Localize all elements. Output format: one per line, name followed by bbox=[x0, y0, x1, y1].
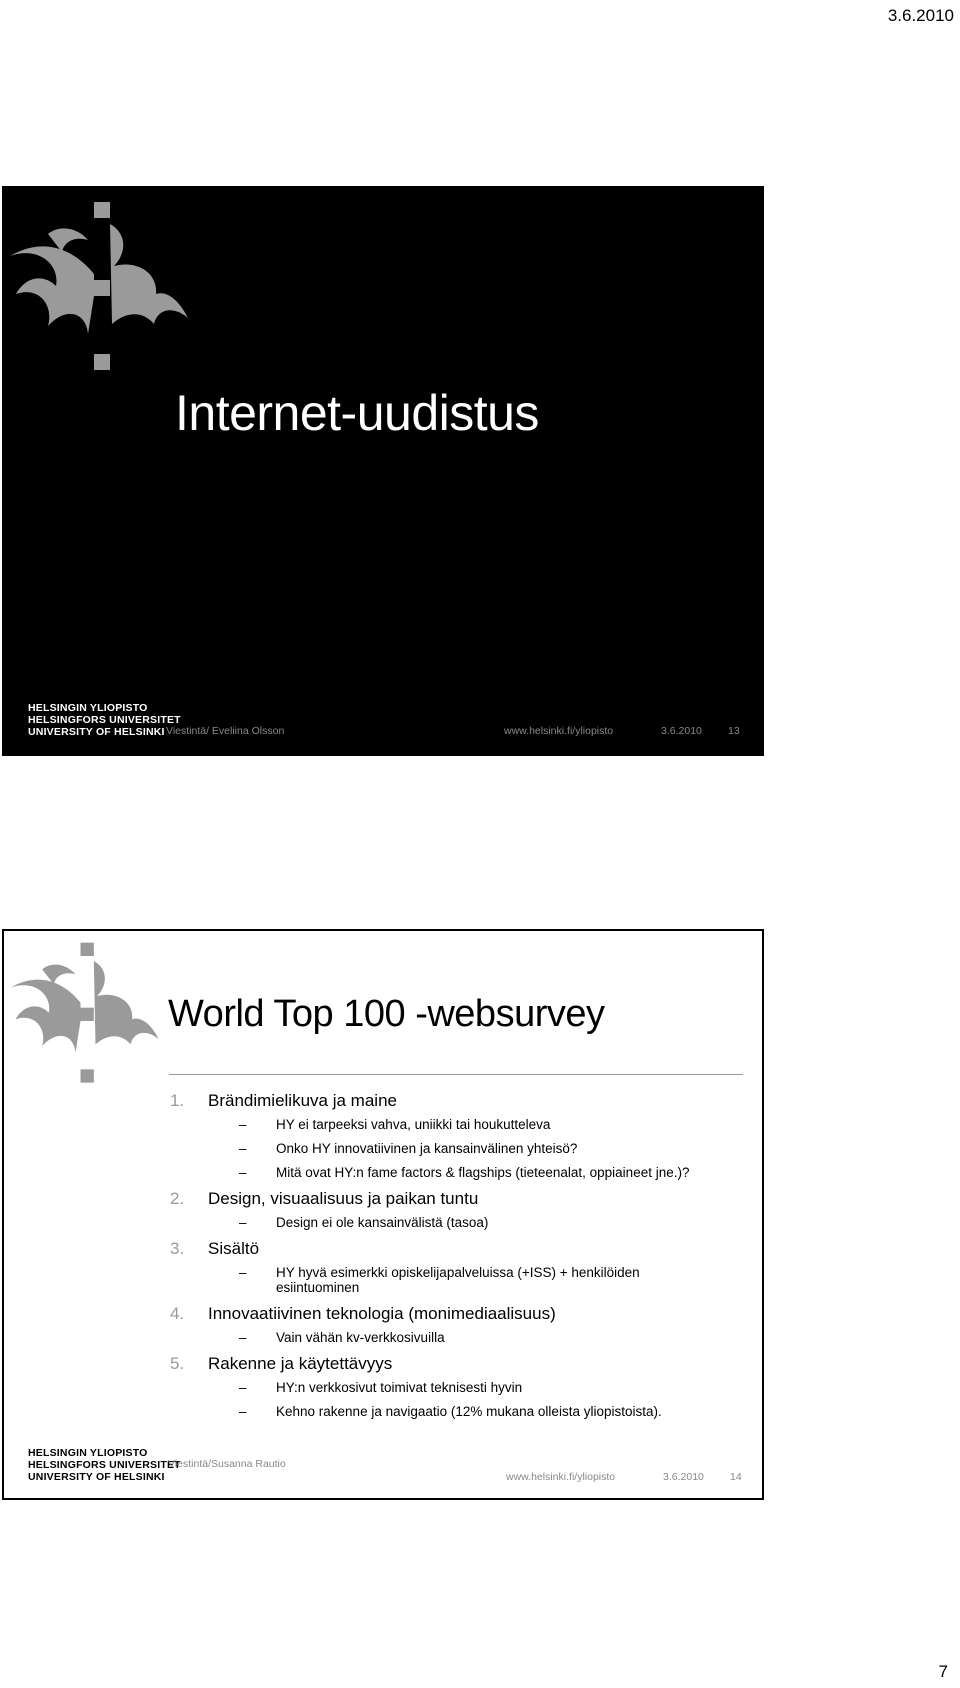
footer-url: www.helsinki.fi/yliopisto bbox=[504, 725, 614, 737]
university-name-en: UNIVERSITY OF HELSINKI bbox=[28, 1471, 165, 1483]
sub-item: – Kehno rakenne ja navigaatio (12% mukana olleista yliopistoista). bbox=[239, 1404, 662, 1419]
footer-slide-number: 13 bbox=[728, 725, 740, 737]
footer-slide-number: 14 bbox=[730, 1471, 742, 1483]
sub-item: – HY ei tarpeeksi vahva, uniikki tai houkutteleva bbox=[239, 1117, 551, 1132]
university-name-sv: HELSINGFORS UNIVERSITET bbox=[28, 1459, 181, 1471]
list-item-number: 5. bbox=[170, 1354, 185, 1373]
list-item-text: Brändimielikuva ja maine bbox=[208, 1091, 397, 1110]
sub-item: – Mitä ovat HY:n fame factors & flagships (tieteenalat, oppiaineet jne.)? bbox=[239, 1165, 690, 1180]
university-flame-logo-icon bbox=[8, 194, 198, 374]
list-item bbox=[170, 1091, 750, 1111]
list-item-text: Design, visuaalisuus ja paikan tuntu bbox=[208, 1189, 479, 1208]
university-name-fi: HELSINGIN YLIOPISTO bbox=[28, 702, 148, 714]
list-item-text: Innovaatiivinen teknologia (monimediaalisuus) bbox=[208, 1304, 556, 1323]
university-name bbox=[28, 702, 181, 738]
university-name-sv: HELSINGFORS UNIVERSITET bbox=[28, 714, 181, 726]
sub-item: – HY hyvä esimerkki opiskelijapalveluissa (+ISS) + henkilöiden esiintuominen bbox=[239, 1265, 640, 1295]
sub-item: – Design ei ole kansainvälistä (tasoa) bbox=[239, 1215, 489, 1230]
footer-date: 3.6.2010 bbox=[661, 725, 702, 737]
list-item-text: Sisältö bbox=[208, 1239, 260, 1258]
university-name-fi: HELSINGIN YLIOPISTO bbox=[28, 1447, 148, 1459]
slide-content-list bbox=[170, 1091, 750, 1428]
slide-14 bbox=[2, 929, 764, 1500]
title-divider bbox=[169, 1074, 743, 1075]
page-number: 7 bbox=[938, 1662, 948, 1681]
list-item bbox=[170, 1354, 750, 1374]
slide-title: Internet-uudistus bbox=[175, 385, 539, 441]
footer-author: Viestintä/Susanna Rautio bbox=[168, 1458, 286, 1470]
list-item bbox=[170, 1304, 750, 1324]
sub-item: – HY:n verkkosivut toimivat teknisesti hyvin bbox=[239, 1380, 523, 1395]
footer-author: Viestintä/ Eveliina Olsson bbox=[166, 725, 285, 737]
sub-item: – Vain vähän kv-verkkosivuilla bbox=[239, 1330, 445, 1345]
list-item-number: 3. bbox=[170, 1239, 185, 1258]
sub-item: – Onko HY innovatiivinen ja kansainvälinen yhteisö? bbox=[239, 1141, 578, 1156]
slide-13 bbox=[2, 186, 764, 756]
list-item-number: 1. bbox=[170, 1091, 185, 1110]
footer-date: 3.6.2010 bbox=[663, 1471, 704, 1483]
university-flame-logo-icon bbox=[8, 936, 168, 1086]
university-name-en: UNIVERSITY OF HELSINKI bbox=[28, 726, 165, 738]
footer-url: www.helsinki.fi/yliopisto bbox=[506, 1471, 616, 1483]
list-item-text: Rakenne ja käytettävyys bbox=[208, 1354, 393, 1373]
list-item-number: 4. bbox=[170, 1304, 185, 1323]
list-item-number: 2. bbox=[170, 1189, 185, 1208]
slide-title: World Top 100 -websurvey bbox=[168, 993, 605, 1035]
list-item bbox=[170, 1239, 750, 1259]
page-header-date: 3.6.2010 bbox=[887, 6, 954, 25]
list-item bbox=[170, 1189, 750, 1209]
university-name bbox=[28, 1447, 181, 1483]
